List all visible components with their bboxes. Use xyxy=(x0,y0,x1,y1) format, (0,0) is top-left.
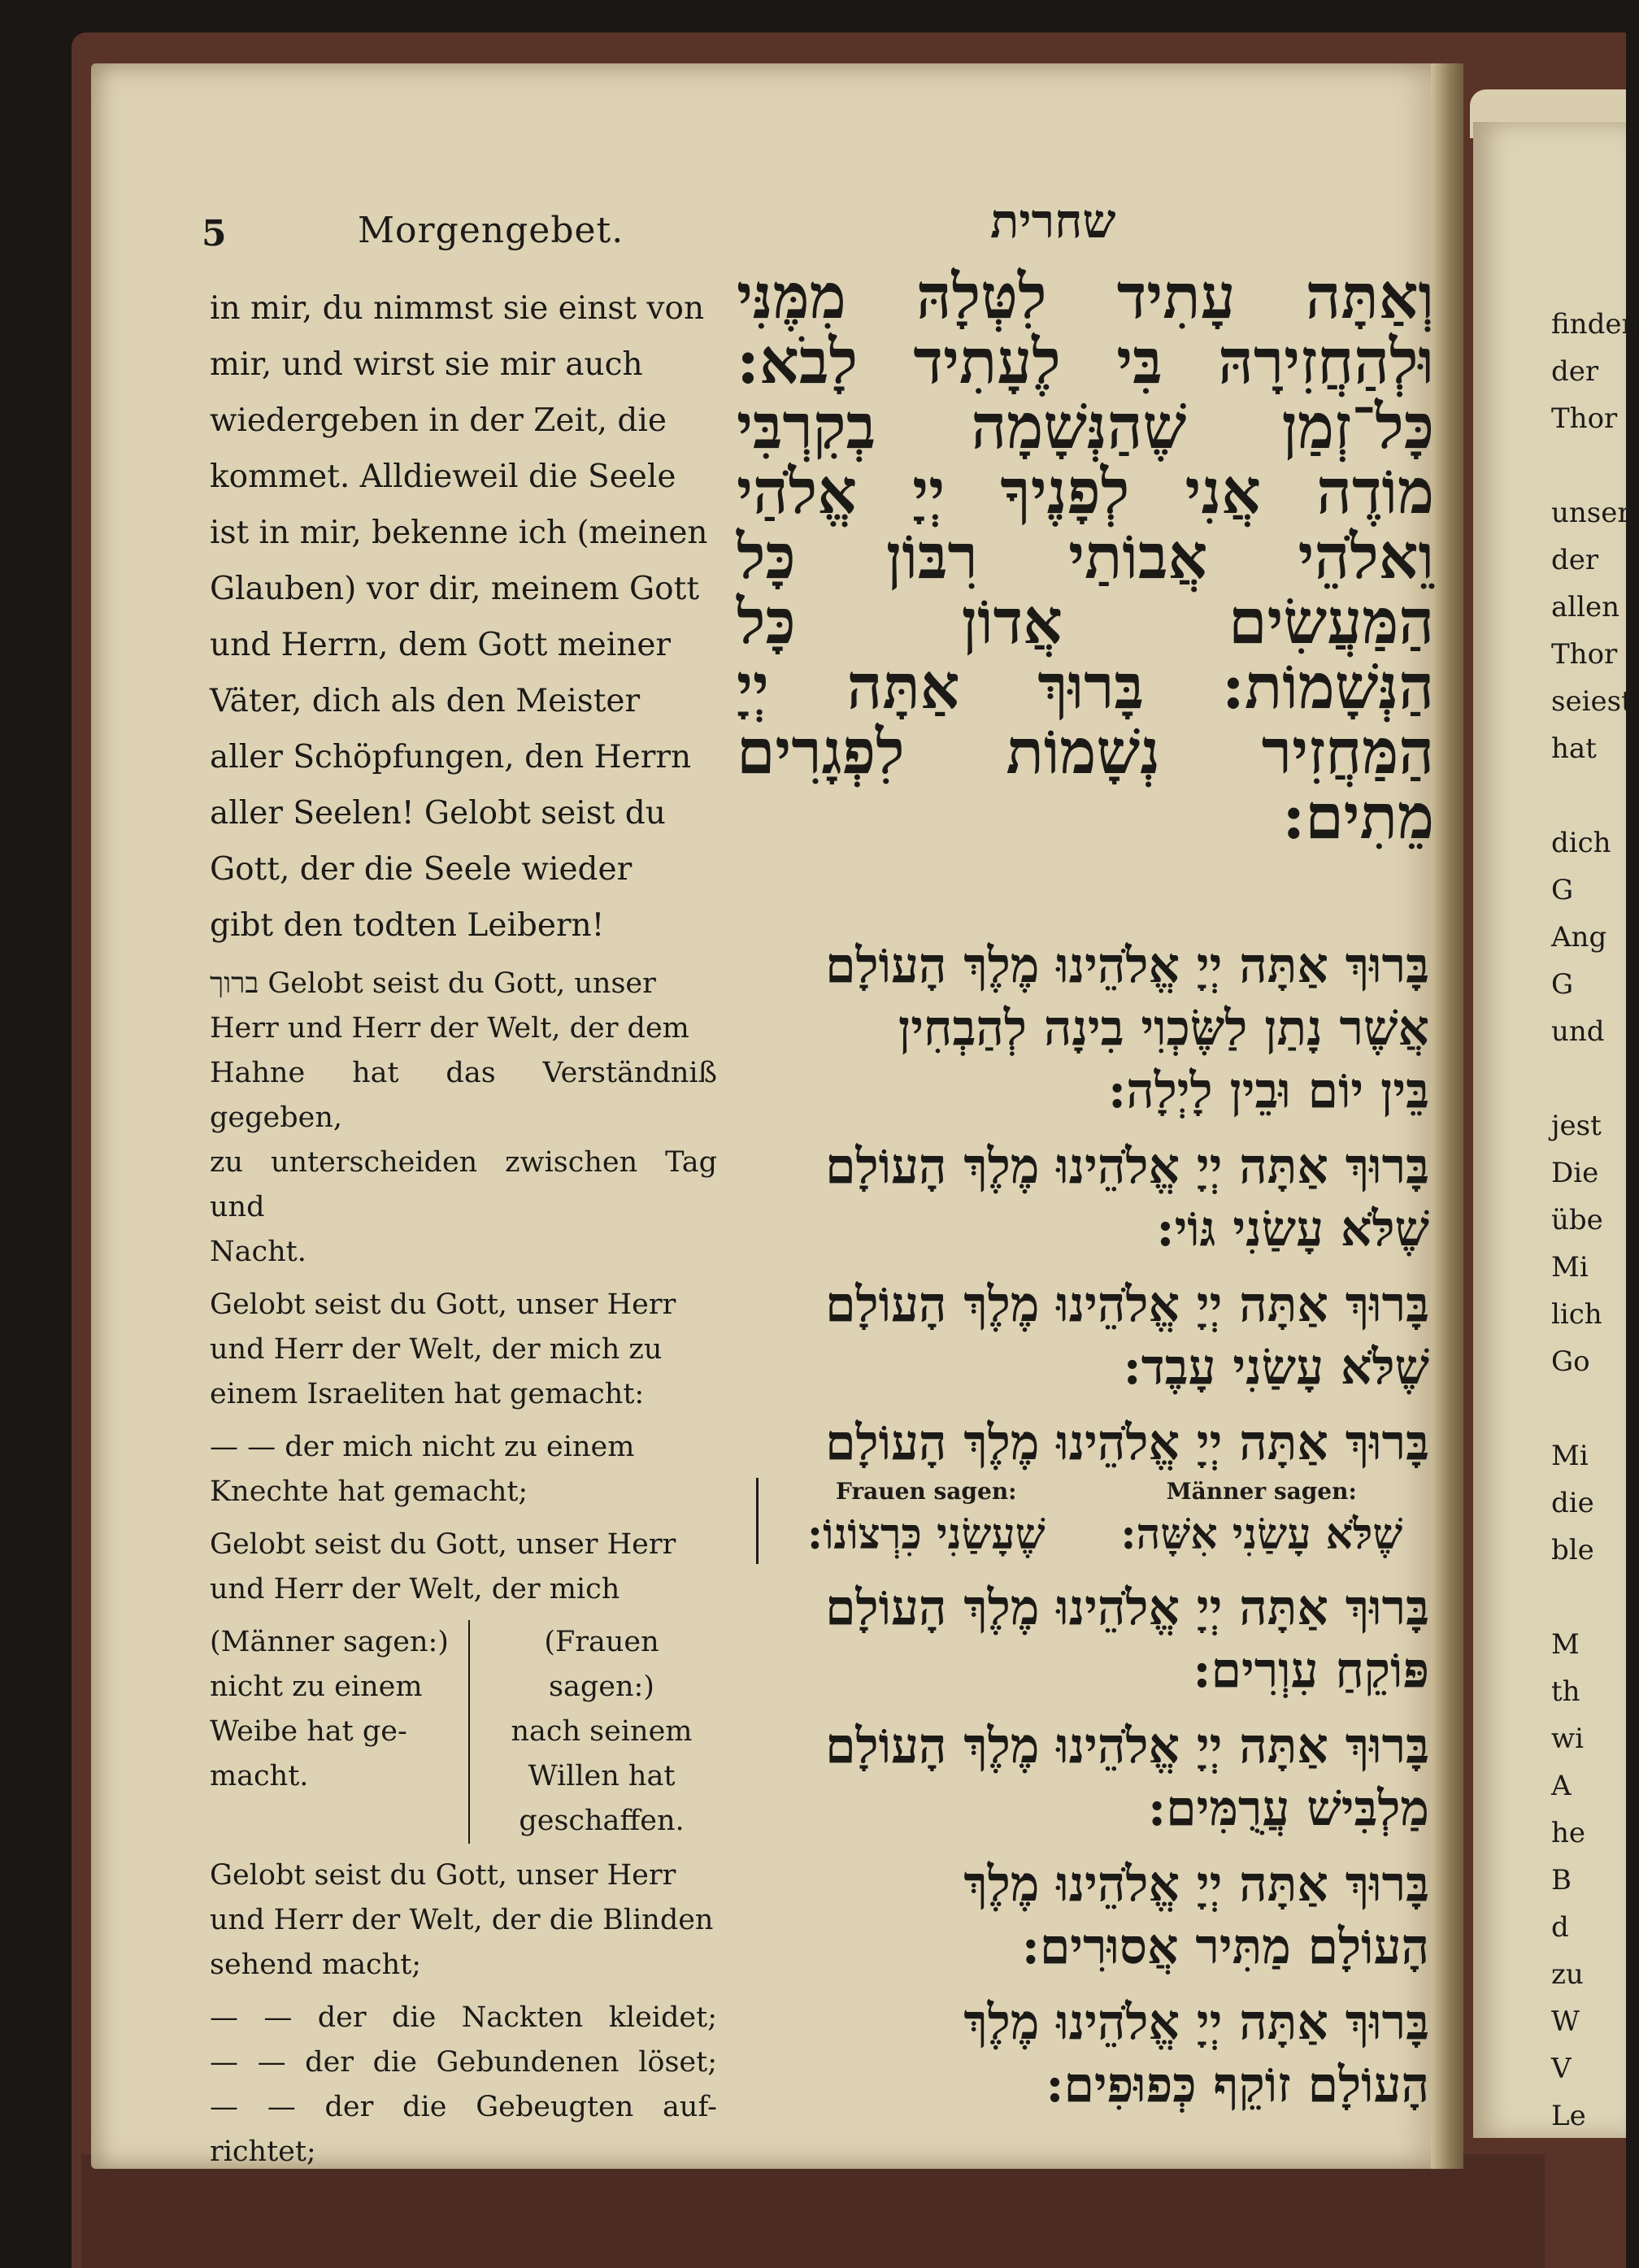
text-line: A xyxy=(1551,1770,1572,1802)
text-line: ברוך Gelobt seist du Gott, unser xyxy=(210,967,656,1000)
text-line: zu unterscheiden zwischen Tag und xyxy=(210,1146,717,1223)
hebrew-gender-split xyxy=(756,1478,1429,1564)
text-line: בָּרוּךְ אַתָּה יְיָ אֱלֹהֵינוּ מֶלֶךְ הָעוֹלָם xyxy=(825,1414,1429,1471)
men-label: Männer sagen: xyxy=(1166,1478,1357,1505)
german-paragraph-5 xyxy=(210,1523,717,1612)
text-line: richtet; xyxy=(210,2135,316,2168)
german-men-column xyxy=(210,1620,470,1844)
text-line: d xyxy=(1551,1911,1569,1944)
text-line: G xyxy=(1551,874,1574,906)
text-line: Willen hat xyxy=(528,1760,676,1792)
text-line: M xyxy=(1551,1628,1580,1661)
text-line: כָּל־זְמַן שֶׁהַנְּשָׁמָה בְקִרְבִּי xyxy=(737,390,1434,463)
text-line: מוֹדֶה אֲנִי לְפָנֶיךָ יְיָ אֱלֹהַי xyxy=(737,455,1434,528)
text-line xyxy=(1551,1574,1626,1621)
text-line: und Herr der Welt, der die Blinden xyxy=(210,1904,714,1936)
text-line: Weibe hat ge- xyxy=(210,1715,407,1748)
text-line: מֵתִים: xyxy=(1282,780,1434,853)
text-line: אֲשֶׁר נָתַן לַשֶּׂכְוִי בִינָה לְהַבְחִין xyxy=(898,1000,1429,1057)
german-paragraph-4 xyxy=(210,1425,717,1514)
text-line: he xyxy=(1551,1817,1586,1849)
text-line: die xyxy=(1551,1487,1594,1519)
text-line: kommet. Alldieweil die Seele xyxy=(210,458,676,495)
text-line: wiedergeben in der Zeit, die xyxy=(210,402,667,439)
text-line: Knechte hat gemacht; xyxy=(210,1475,528,1508)
text-line: und Herr der Welt, der mich zu xyxy=(210,1333,663,1366)
text-line: Herr und Herr der Welt, der dem xyxy=(210,1012,689,1045)
text-line: seiest xyxy=(1551,685,1632,718)
text-line: zu xyxy=(1551,1958,1584,1991)
text-line: allen xyxy=(1551,591,1620,623)
text-line: שֶׁלֹּא עָשַׂנִי גּוֹי: xyxy=(1156,1201,1429,1258)
text-line: בָּרוּךְ אַתָּה יְיָ אֱלֹהֵינוּ מֶלֶךְ הָעוֹלָם xyxy=(825,1276,1429,1333)
german-women-column xyxy=(470,1620,715,1844)
hebrew-women-column xyxy=(756,1478,1094,1564)
german-paragraph-2 xyxy=(210,962,717,1275)
text-line: der xyxy=(1551,355,1599,388)
text-line: בָּרוּךְ אַתָּה יְיָ אֱלֹהֵינוּ מֶלֶךְ xyxy=(963,1994,1429,2051)
text-line: hat xyxy=(1551,732,1597,765)
text-line: und xyxy=(1551,1015,1605,1048)
hebrew-page-title: שחרית xyxy=(990,193,1116,249)
text-line: Gott, der die Seele wieder xyxy=(210,851,633,888)
text-line: Thor xyxy=(1551,402,1618,435)
text-line: ble xyxy=(1551,1534,1594,1566)
text-line: — — der die Gebundenen löset; xyxy=(210,2046,717,2079)
text-line: הַמַּחֲזִיר נְשָׁמוֹת לִפְגָרִים xyxy=(737,715,1434,788)
text-line: — — der die Nackten kleidet; xyxy=(210,2001,717,2034)
text-line: שֶׁלֹּא עָשַׂנִי עָבֶד: xyxy=(1123,1339,1429,1396)
text-line: der xyxy=(1551,544,1599,576)
hebrew-blessings xyxy=(756,935,1429,2117)
text-line: Gelobt seist du Gott, unser Herr xyxy=(210,1288,676,1321)
text-line: macht. xyxy=(210,1760,309,1792)
german-column xyxy=(210,280,717,2183)
blessing-opens-eyes xyxy=(756,1577,1429,1702)
text-line: Go xyxy=(1551,1345,1590,1378)
text-line: וּלְהַחֲזִירָהּ בִּי לֶעָתִיד לָבֹא: xyxy=(737,325,1434,398)
blessing-raises-bowed xyxy=(756,1992,1429,2117)
women-label: Frauen sagen: xyxy=(835,1478,1017,1505)
hebrew-main-paragraph xyxy=(737,260,1434,853)
text-line: פּוֹקֵחַ עִוְרִים: xyxy=(1193,1642,1429,1699)
text-line: Ang xyxy=(1551,921,1607,954)
text-line xyxy=(1551,1385,1626,1432)
german-gender-split xyxy=(210,1620,717,1844)
page-title: Morgengebet. xyxy=(358,210,624,251)
text-line: בָּרוּךְ אַתָּה יְיָ אֱלֹהֵינוּ מֶלֶךְ xyxy=(963,1856,1429,1913)
text-line: Gelobt seist du Gott, unser Herr xyxy=(210,1859,676,1892)
text-line: הַנְּשָׁמוֹת: בָּרוּךְ אַתָּה יְיָ xyxy=(737,650,1434,723)
text-line: — — der die Gebeugten auf- xyxy=(210,2091,717,2123)
text-line: th xyxy=(1551,1675,1580,1708)
text-line: בֵּין יוֹם וּבֵין לָיְלָה: xyxy=(1108,1062,1429,1119)
german-dash-lines xyxy=(210,1996,717,2175)
text-line: und Herrn, dem Gott meiner xyxy=(210,627,672,663)
blessing-gender-intro xyxy=(756,1412,1429,1475)
text-line: in mir, du nimmst sie einst von xyxy=(210,290,705,327)
text-line: einem Israeliten hat gemacht: xyxy=(210,1378,645,1410)
blessing-clothes-naked xyxy=(756,1715,1429,1840)
text-line: בָּרוּךְ אַתָּה יְיָ אֱלֹהֵינוּ מֶלֶךְ הָעוֹלָם xyxy=(825,937,1429,994)
text-line: wi xyxy=(1551,1723,1584,1755)
blessing-not-slave xyxy=(756,1274,1429,1399)
german-paragraph-1 xyxy=(210,280,717,954)
text-line: Thor xyxy=(1551,638,1618,671)
text-line: (Männer sagen:) xyxy=(210,1626,449,1658)
text-line xyxy=(1551,442,1626,489)
hebrew-men-column xyxy=(1094,1478,1430,1564)
text-line: Hahne hat das Verständniß gegeben, xyxy=(210,1057,717,1134)
text-line: — — der mich nicht zu einem xyxy=(210,1431,635,1463)
text-line: nach seinem xyxy=(511,1715,693,1748)
text-line: ist in mir, bekenne ich (meinen xyxy=(210,515,708,551)
text-line: Gelobt seist du Gott, unser Herr xyxy=(210,1528,676,1561)
text-line xyxy=(1551,772,1626,819)
text-line: וֵאלֹהֵי אֲבוֹתַי רִבּוֹן כָּל xyxy=(737,520,1434,593)
text-line: aller Seelen! Gelobt seist du xyxy=(210,795,666,832)
text-line: dich xyxy=(1551,827,1611,859)
text-line: Mi xyxy=(1551,1251,1589,1284)
text-line: sehend macht; xyxy=(210,1949,422,1981)
men-text: שֶׁלֹּא עָשַׂנִי אִשָּׁה: xyxy=(1120,1510,1403,1559)
text-line: בָּרוּךְ אַתָּה יְיָ אֱלֹהֵינוּ מֶלֶךְ הָעוֹלָם xyxy=(825,1138,1429,1195)
text-line: Glauben) vor dir, meinem Gott xyxy=(210,571,700,607)
text-line: הָעוֹלָם זוֹקֵף כְּפוּפִים: xyxy=(1046,2057,1429,2114)
text-line: (Frauen sagen:) xyxy=(544,1626,659,1703)
text-line: geschaffen. xyxy=(519,1805,685,1837)
blessing-not-gentile xyxy=(756,1136,1429,1261)
text-line: mir, und wirst sie mir auch xyxy=(210,346,643,383)
text-line: מַלְבִּישׁ עֲרֻמִּים: xyxy=(1148,1780,1429,1837)
book-gutter xyxy=(1431,63,1463,2169)
german-paragraph-3 xyxy=(210,1283,717,1417)
text-line: G xyxy=(1551,968,1574,1001)
text-line: Le xyxy=(1551,2100,1586,2132)
text-line: Väter, dich als den Meister xyxy=(210,683,641,719)
women-text: שֶׁעָשַׂנִי כִּרְצוֹנוֹ: xyxy=(806,1510,1046,1559)
text-line: übe xyxy=(1551,1204,1603,1236)
german-paragraph-6 xyxy=(210,1853,717,1988)
text-line: V xyxy=(1551,2053,1572,2085)
text-line: gibt den todten Leibern! xyxy=(210,907,605,944)
text-line: הַמַּעֲשִׂים אֲדוֹן כָּל xyxy=(737,585,1434,658)
text-line: finden xyxy=(1551,308,1639,341)
text-line: Die xyxy=(1551,1157,1599,1189)
blessing-rooster xyxy=(756,935,1429,1123)
text-line: Nacht. xyxy=(210,1236,306,1268)
page-number: 5 xyxy=(202,213,227,254)
text-line: lich xyxy=(1551,1298,1602,1331)
text-line: וְאַתָּה עָתִיד לִטְּלָהּ מִמֶּנִּי xyxy=(737,260,1434,332)
text-line: nicht zu einem xyxy=(210,1671,423,1703)
text-line: und Herr der Welt, der mich xyxy=(210,1573,620,1605)
text-line: aller Schöpfungen, den Herrn xyxy=(210,739,692,776)
text-line: Mi xyxy=(1551,1440,1589,1472)
blessing-frees-captives xyxy=(756,1853,1429,1979)
text-line: B xyxy=(1551,1864,1572,1897)
text-line: W xyxy=(1551,2005,1580,2038)
text-line: unser xyxy=(1551,497,1631,529)
right-page-fragments xyxy=(1551,301,1639,2140)
text-line: jest xyxy=(1551,1110,1602,1142)
text-line: בָּרוּךְ אַתָּה יְיָ אֱלֹהֵינוּ מֶלֶךְ הָעוֹלָם xyxy=(825,1579,1429,1636)
text-line: הָעוֹלָם מַתִּיר אֲסוּרִים: xyxy=(1021,1918,1429,1975)
text-line: בָּרוּךְ אַתָּה יְיָ אֱלֹהֵינוּ מֶלֶךְ הָעוֹלָם xyxy=(825,1718,1429,1775)
text-line xyxy=(1551,1055,1626,1102)
